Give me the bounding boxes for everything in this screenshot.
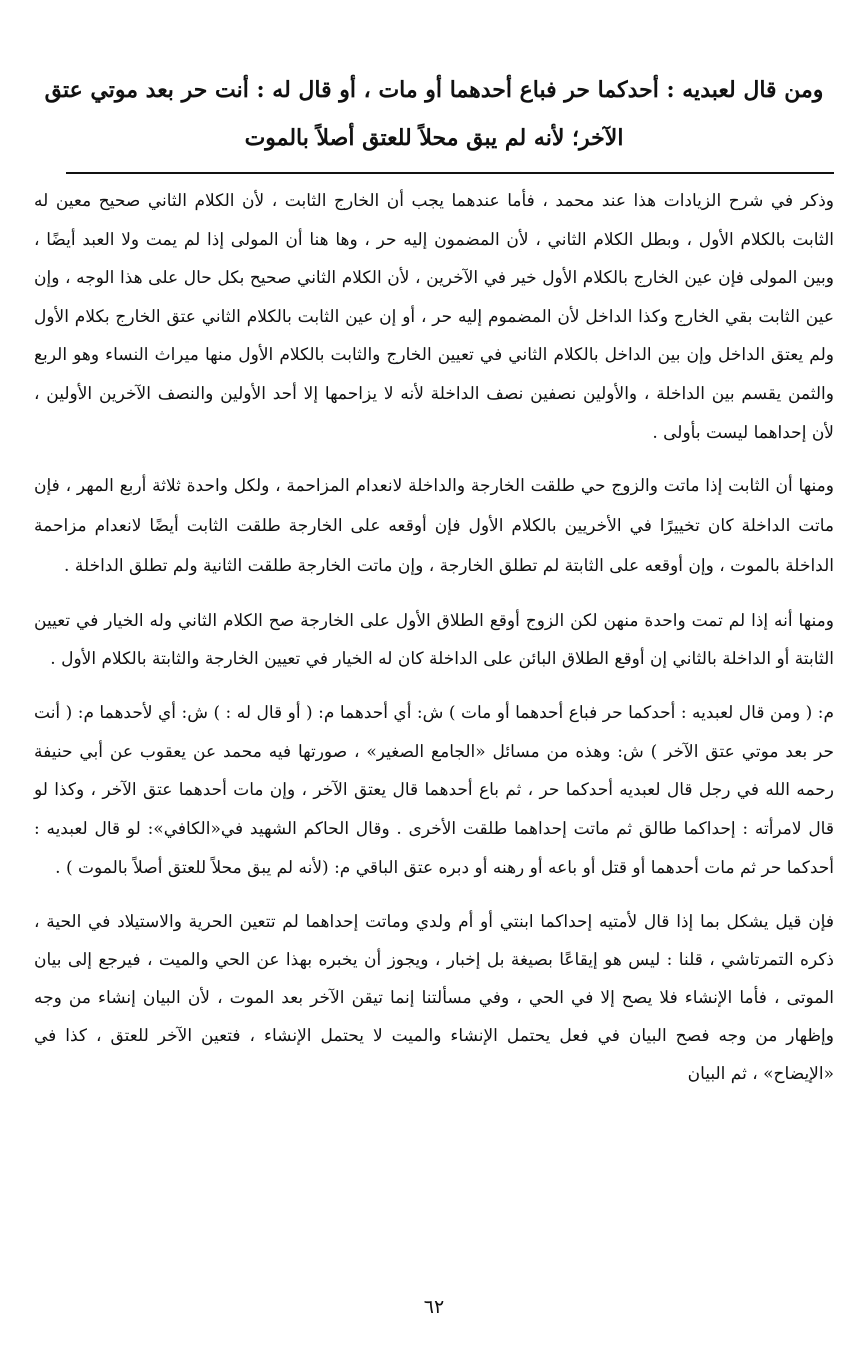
paragraph: م: ( ومن قال لعبديه : أحدكما حر فباع أحدهما أو مات ) ش: أي أحدهما م: ( أو قال له : ) ش: أي لأحدهما م: ( أنت حر بعد موتي عتق الآخر ) ش: وهذه من مسائل «الجامع الصغير» ، صورتها فيه محمد عن يعقوب عن أبي حنيفة رحمه الله في رجل قال لعبديه أحدكما حر ، ثم باع أحدهما قال يعتق الآخر ، وإن مات أحدهما عتق الآخر ، وكذا لو قال لامرأته : إحداكما طالق ثم ماتت إحداهما طلقت الأخرى . وقال الحاكم الشهيد في«الكافي»: لو قال لعبديه : أحدكما حر ثم مات أحدهما أو قتل أو باعه أو رهنه أو دبره عتق الباقي م: (لأنه لم يبق محلاً للعتق أصلاً بالموت ) . bbox=[34, 703, 834, 878]
book-page bbox=[34, 0, 834, 1372]
separator-rule bbox=[66, 172, 834, 174]
paragraph: وذكر في شرح الزيادات هذا عند محمد ، فأما عندهما يجب أن الخارج الثابت ، لأن الكلام الثاني صحيح معين له الثابت بالكلام الأول ، وبطل الكلام الثاني ، لأن المضمون إليه حر ، وها هنا أن المولى إذا لم يمت ولا العبد أيضًا ، وبين المولى فإن عين الخارج بالكلام الأول خير في الآخرين ، لأن الكلام الثاني صحيح بكل حال على هذا الوجه ، وإن عين الثابت بقي الخارج وكذا الداخل لأن المضموم إليه حر ، أو إن عين الثابت بالكلام الثاني عتق الخارج بكلام الأول ولم يعتق الداخل وإن بين الداخل بالكلام الثاني في تعيين الخارج والثابت بالكلام الأول منها ميراث النساء وهو الربع والثمن يقسم بين الداخلة ، والأولين نصفين نصف الداخلة لأنه لا يزاحمها إلا أحد الأولين والنصف الآخرين الأولين ، لأن إحداهما ليست بأولى . bbox=[34, 191, 834, 443]
commentary-body bbox=[34, 182, 834, 1093]
paragraph: فإن قيل يشكل بما إذا قال لأمتيه إحداكما ابنتي أو أم ولدي وماتت إحداهما لم تتعين الحرية والاستيلاد في الحية ، ذكره التمرتاشي ، قلنا : ليس هو إيقاعًا بصيغة بل إخبار ، ويجوز أن يخبره بهذا عن الحي والميت ، فيرجع إلى بيان الموتى ، فأما الإنشاء فلا يصح إلا في الحي ، وفي مسألتنا إنما تيقن الآخر بعد الموت ، لأن البيان إنشاء من وجه وإظهار من وجه فصح البيان في فعل يحتمل الإنشاء والميت لا يحتمل الإنشاء ، فتعين الآخر للعتق ، كذا في «الإيضاح» ، ثم البيان bbox=[34, 912, 834, 1085]
paragraph: ومنها أن الثابت إذا ماتت والزوج حي طلقت الخارجة والداخلة لانعدام المزاحمة ، ولكل واحدة ثلاثة أربع المهر ، فإن ماتت الداخلة كان تخييرًا في الأخريين بالكلام الأول فإن أوقعه على الخارجة طلقت الثابت أيضًا لانعدام مزاحمة الداخلة بالموت ، وإن أوقعه على الثابتة لم تطلق الخارجة ، وإن ماتت الخارجة طلقت الثانية ولم تطلق الداخلة . bbox=[34, 476, 834, 577]
page-number: ٦٢ bbox=[423, 1296, 445, 1318]
paragraph: ومنها أنه إذا لم تمت واحدة منهن لكن الزوج أوقع الطلاق الأول على الخارجة صح الكلام الثاني وله الخيار في تعيين الثابتة أو الداخلة بالثاني إن أوقع الطلاق البائن على الداخلة كان له الخيار في تعيين الخارجة والثابتة بالكلام الأول . bbox=[34, 611, 834, 670]
main-text-heading: ومن قال لعبديه : أحدكما حر فباع أحدهما أو مات ، أو قال له : أنت حر بعد موتي عتق الآخر؛ لأنه لم يبق محلاً للعتق أصلاً بالموت bbox=[44, 77, 824, 151]
